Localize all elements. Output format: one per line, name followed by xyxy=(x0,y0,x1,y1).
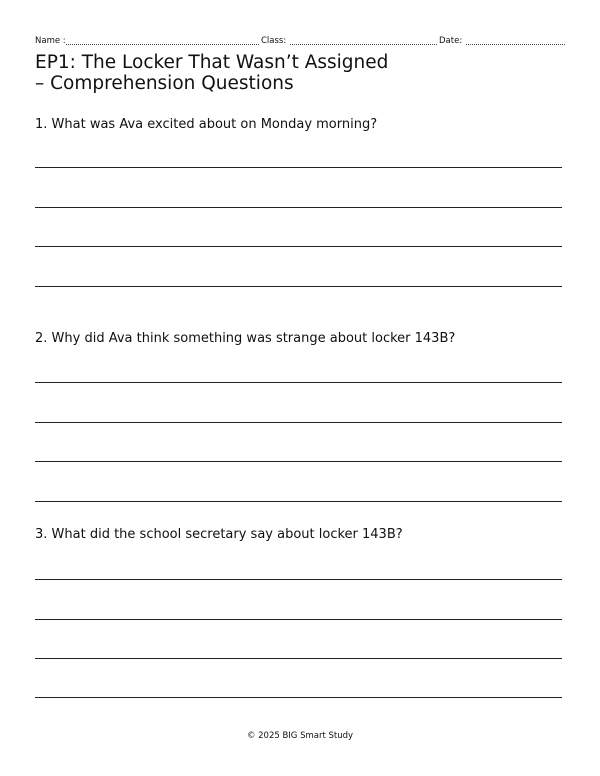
answer-line-3-4[interactable] xyxy=(35,697,562,698)
answer-line-2-3[interactable] xyxy=(35,461,562,462)
copyright-footer: © 2025 BIG Smart Study xyxy=(246,731,354,741)
title-line-1: EP1: The Locker That Wasn’t Assigned xyxy=(35,52,389,73)
answer-line-1-2[interactable] xyxy=(35,207,562,208)
name-field[interactable] xyxy=(35,34,259,48)
answer-line-2-1[interactable] xyxy=(35,382,562,383)
answer-line-1-4[interactable] xyxy=(35,286,562,287)
class-dotted-line xyxy=(290,44,437,45)
name-label: Name : xyxy=(35,36,66,46)
worksheet-title xyxy=(35,52,565,94)
class-field[interactable] xyxy=(261,34,437,48)
answer-line-2-2[interactable] xyxy=(35,422,562,423)
student-info-header xyxy=(35,34,565,48)
date-field[interactable] xyxy=(439,34,565,48)
class-label: Class: xyxy=(261,36,287,46)
date-label: Date: xyxy=(439,36,463,46)
answer-line-3-3[interactable] xyxy=(35,658,562,659)
question-1: 1. What was Ava excited about on Monday morning? xyxy=(35,117,378,132)
answer-line-2-4[interactable] xyxy=(35,501,562,502)
date-dotted-line xyxy=(466,44,565,45)
answer-line-1-1[interactable] xyxy=(35,167,562,168)
name-dotted-line xyxy=(66,44,259,45)
answer-line-3-2[interactable] xyxy=(35,619,562,620)
question-2: 2. Why did Ava think something was strange about locker 143B? xyxy=(35,331,456,346)
question-3: 3. What did the school secretary say about locker 143B? xyxy=(35,527,403,542)
answer-line-3-1[interactable] xyxy=(35,579,562,580)
title-line-2: – Comprehension Questions xyxy=(35,73,294,94)
answer-line-1-3[interactable] xyxy=(35,246,562,247)
